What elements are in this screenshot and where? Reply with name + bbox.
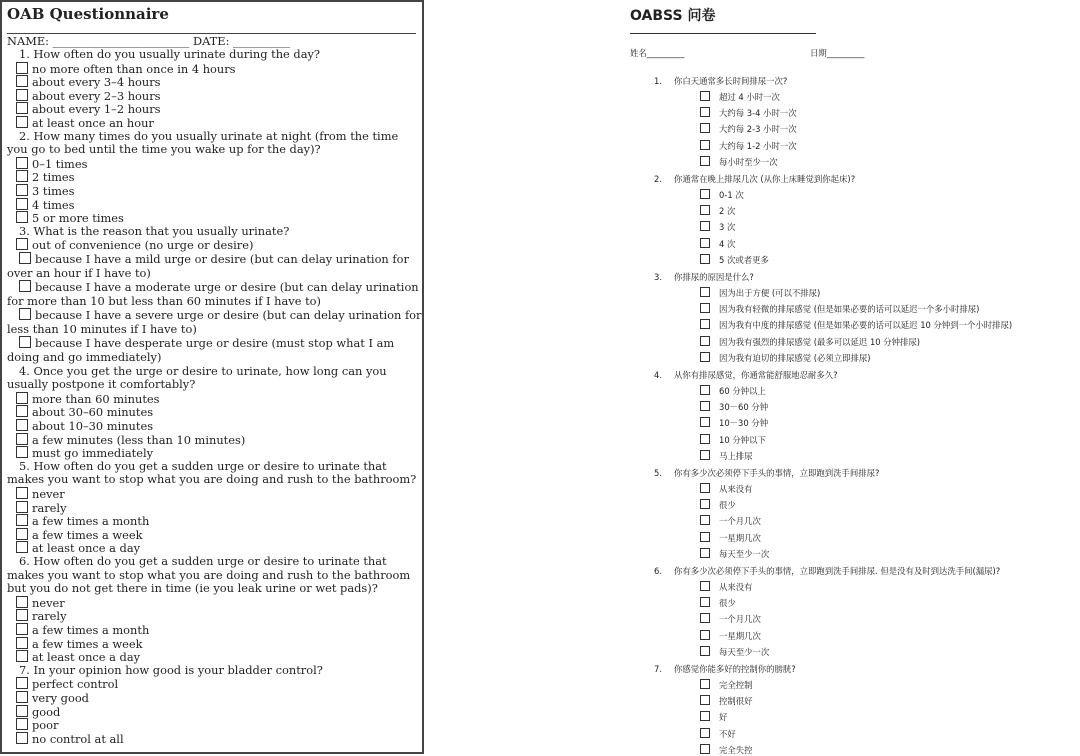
option-label: 4 times [32,197,75,212]
title-underline [630,33,816,34]
answer-option [2,541,422,555]
checkbox[interactable] [700,319,710,329]
option-label: 10 分钟以下 [719,434,766,445]
checkbox[interactable] [700,613,710,623]
checkbox[interactable] [16,157,28,169]
checkbox[interactable] [16,238,28,250]
question-text [654,75,787,87]
answer-option [700,352,871,364]
option-label: 大约每 3-4 小时一次 [719,108,797,119]
question-text [654,663,796,675]
question-text: 4. Once you get the urge or desire to urinate, how long can you usually postpone it comfortably? [7,363,387,392]
option-label: because I have desperate urge or desire (must stop what I am doing and go immediately) [7,336,395,365]
checkbox[interactable] [700,221,710,231]
name-field-label: 姓名_________ [630,48,685,58]
question-text: 3. What is the reason that you usually urinate? [19,223,290,238]
answer-option [2,650,422,664]
option-label: at least once a day [32,650,141,665]
question-text [654,565,1000,577]
answer-option [2,501,422,515]
option-label: very good [32,690,89,705]
answer-option [2,116,422,130]
answer-option [2,419,422,433]
option-label: about 30–60 minutes [32,405,154,420]
answer-option [2,157,422,171]
answer-option [700,287,820,299]
answer-option [2,280,422,308]
checkbox[interactable] [700,156,710,166]
answer-option [2,487,422,501]
checkbox[interactable] [700,91,710,101]
answer-option [2,732,422,746]
chinese-questionnaire-page [620,0,1080,754]
checkbox[interactable] [700,107,710,117]
checkbox[interactable] [700,254,710,264]
answer-option [700,499,736,511]
checkbox[interactable] [16,732,28,744]
question-text [654,173,855,185]
checkbox[interactable] [700,581,710,591]
option-label: at least once an hour [32,115,154,130]
answer-option [700,385,766,397]
checkbox[interactable] [700,238,710,248]
option-label: about every 3–4 hours [32,75,161,90]
question-number: 4. [654,370,662,380]
checkbox[interactable] [700,401,710,411]
answer-option [700,123,797,135]
checkbox[interactable] [700,140,710,150]
option-label: 一个月几次 [719,614,761,625]
question-number: 5. [654,468,662,478]
question-number: 3. [654,272,662,282]
checkbox[interactable] [16,718,28,730]
option-label: 不好 [719,728,736,739]
answer-option [700,434,766,446]
answer-option [700,597,736,609]
option-label: poor [32,718,59,733]
checkbox[interactable] [700,597,710,607]
question-number: 2. [654,174,662,184]
answer-option [700,156,778,168]
question-text [654,271,754,283]
checkbox[interactable] [16,501,28,513]
checkbox[interactable] [16,89,28,101]
checkbox[interactable] [700,630,710,640]
answer-option [700,401,768,413]
option-label: 每天至少一次 [719,646,770,657]
checkbox[interactable] [700,287,710,297]
checkbox[interactable] [700,205,710,215]
option-label: 2 次 [719,206,736,217]
checkbox[interactable] [16,198,28,210]
option-label: never [32,487,65,501]
checkbox[interactable] [16,650,28,662]
answer-option [700,695,753,707]
answer-option [2,637,422,651]
checkbox[interactable] [700,434,710,444]
checkbox[interactable] [700,352,710,362]
option-label: about 10–30 minutes [32,419,154,434]
option-label: a few times a week [32,527,143,542]
checkbox[interactable] [16,392,28,404]
option-label: 3 times [32,183,75,198]
answer-option [700,238,735,250]
checkbox[interactable] [16,433,28,445]
answer-option [700,679,753,691]
option-label: 因为出于方便 (可以不排尿) [719,288,821,298]
checkbox[interactable] [700,515,710,525]
answer-option [700,303,979,315]
option-label: because I have a moderate urge or desire (but can delay urination for more than 10 but less than 60 minutes if I have to) [7,280,419,308]
option-label: rarely [32,500,67,515]
checkbox[interactable] [16,62,28,74]
answer-option [700,711,727,723]
answer-option [2,308,422,336]
answer-option [2,62,422,76]
answer-option [2,102,422,116]
option-label: 从来没有 [719,484,753,494]
answer-option [2,446,422,460]
answer-option [700,548,769,560]
answer-option [2,170,422,184]
question-label: 从你有排尿感觉，你通常能舒服地忍耐多久? [674,370,838,380]
checkbox[interactable] [16,487,28,499]
checkbox[interactable] [16,609,28,621]
checkbox[interactable] [700,646,710,656]
checkbox[interactable] [700,303,710,313]
option-label: a few times a month [32,622,150,637]
answer-option [700,91,780,103]
option-label: 大约每 2-3 小时一次 [719,124,797,135]
checkbox[interactable] [16,446,28,458]
questions-list [2,48,422,745]
answer-option [700,728,736,740]
option-label: a few times a week [32,636,143,651]
question-text: 2. How many times do you usually urinate at night (from the time you go to bed until the time you wake up for the day)? [7,128,399,157]
option-label: 0–1 times [32,156,88,171]
option-label: 马上排尿 [719,450,753,461]
answer-option [700,532,761,544]
answer-option [2,609,422,623]
checkbox[interactable] [19,336,31,348]
option-label: 2 times [32,170,75,185]
option-label: must go immediately [32,446,154,461]
answer-option [2,718,422,732]
checkbox[interactable] [19,280,31,292]
option-label: 因为我有强烈的排尿感觉 (最多可以延迟 10 分钟排尿) [719,336,921,347]
option-label: never [32,595,65,610]
option-label: 因为我有中度的排尿感觉 (但是如果必要的话可以延迟 10 分钟到一个小时排尿) [719,320,1013,331]
checkbox[interactable] [700,417,710,427]
option-label: perfect control [32,677,119,692]
option-label: 每天至少一次 [719,548,770,559]
checkbox[interactable] [700,695,710,705]
checkbox[interactable] [16,184,28,196]
option-label: about every 1–2 hours [32,102,161,117]
page-title: OABSS 问卷 [630,8,716,24]
answer-option [700,221,735,233]
checkbox[interactable] [700,711,710,721]
checkbox[interactable] [700,679,710,689]
option-label: 控制很好 [719,696,753,707]
answer-option [700,205,735,217]
option-label: 因为我有迫切的排尿感觉 (必须立即排尿) [719,352,871,363]
option-label: 0-1 次 [719,190,744,200]
option-label: 4 次 [719,238,736,249]
question-label: 你感觉你能多好的控制你的膀胱? [674,664,796,674]
option-label: because I have a mild urge or desire (but can delay urination for over an hour if I have to) [7,251,409,280]
option-label: 很少 [719,500,736,511]
checkbox[interactable] [700,728,710,738]
answer-option [2,596,422,610]
option-label: at least once a day [32,541,141,556]
question-label: 你排尿的原因是什么? [674,272,754,282]
option-label: 完全失控 [719,744,753,755]
option-label: because I have a severe urge or desire (but can delay urination for less than 10 minutes if I have to) [7,308,422,336]
checkbox[interactable] [19,308,31,320]
option-label: 完全控制 [719,680,753,690]
checkbox[interactable] [16,405,28,417]
answer-option [700,646,769,658]
checkbox[interactable] [16,528,28,540]
option-label: 超过 4 小时一次 [719,92,780,102]
checkbox[interactable] [16,419,28,431]
answer-option [2,528,422,542]
date-field-label: 日期_________ [810,48,865,58]
english-questionnaire-page [0,0,424,754]
question-number: 6. [654,566,662,576]
checkbox[interactable] [16,623,28,635]
option-label: out of convenience (no urge or desire) [32,238,254,253]
answer-option [700,613,761,625]
answer-option [700,319,1012,331]
answer-option [2,623,422,637]
answer-option [2,705,422,719]
answer-option [2,75,422,89]
option-label: no control at all [32,731,124,746]
checkbox[interactable] [700,548,710,558]
answer-option [700,450,753,462]
answer-option [700,581,753,593]
question-number: 7. [654,664,662,674]
checkbox[interactable] [16,691,28,703]
answer-option [700,417,768,429]
answer-option [700,107,797,119]
answer-option [2,336,422,364]
answer-option [700,483,753,495]
checkbox[interactable] [16,596,28,608]
checkbox[interactable] [16,541,28,553]
answer-option [700,254,769,266]
option-label: 10－30 分钟 [719,418,769,429]
question-text: 6. How often do you get a sudden urge or desire to urinate that makes you want to stop what you are doing and rush to the bathroom but you do not get there in time (ie you leak urine or wet pads)? [7,553,411,596]
answer-option [2,211,422,225]
option-label: 从来没有 [719,582,753,592]
option-label: 因为我有轻微的排尿感觉 (但是如果必要的话可以延迟一个多小时排尿) [719,304,980,315]
question-label: 你有多少次必须停下手头的事情，立即跑到洗手间排尿. 但是没有及时到达洗手间(漏尿)? [674,566,1001,576]
question-text: 5. How often do you get a sudden urge or desire to urinate that makes you want to stop what you are doing and rush to the bathroom? [7,458,417,487]
answer-option [2,392,422,406]
checkbox[interactable] [16,677,28,689]
option-label: no more often than once in 4 hours [32,61,236,76]
checkbox[interactable] [16,116,28,128]
answer-option [700,515,761,527]
checkbox[interactable] [16,102,28,114]
checkbox[interactable] [19,252,31,264]
option-label: 5 or more times [32,211,124,226]
question-number: 1. [654,76,662,86]
option-label: 一星期几次 [719,630,761,641]
question-text [654,467,879,479]
name-date-line: NAME: ________________________ DATE: __________ [7,33,416,48]
checkbox[interactable] [16,75,28,87]
option-label: 30－60 分钟 [719,402,769,413]
checkbox[interactable] [700,336,710,346]
option-label: 好 [719,712,728,723]
answer-option [2,405,422,419]
option-label: 很少 [719,598,736,609]
option-label: a few times a month [32,514,150,529]
question-text: 1. How often do you usually urinate during the day? [19,47,321,61]
answer-option [2,184,422,198]
answer-option [700,336,920,348]
option-label: 3 次 [719,222,736,233]
answer-option [2,89,422,103]
answer-option [700,140,797,152]
checkbox[interactable] [700,450,710,460]
question-text [654,369,838,381]
checkbox[interactable] [16,637,28,649]
option-label: 一星期几次 [719,532,761,543]
option-label: about every 2–3 hours [32,88,161,103]
answer-option [2,198,422,212]
checkbox[interactable] [700,532,710,542]
question-label: 你通常在晚上排尿几次 (从你上床睡觉到你起床)? [674,174,856,184]
checkbox[interactable] [16,170,28,182]
answer-option [700,630,761,642]
checkbox[interactable] [16,705,28,717]
option-label: 一个月几次 [719,516,761,527]
answer-option [2,238,422,252]
option-label: more than 60 minutes [32,391,160,406]
checkbox[interactable] [16,211,28,223]
option-label: 60 分钟以上 [719,386,766,396]
answer-option [2,433,422,447]
answer-option [2,677,422,691]
answer-option [2,691,422,705]
checkbox[interactable] [700,123,710,133]
option-label: good [32,704,61,719]
option-label: 大约每 1-2 小时一次 [719,140,797,151]
checkbox[interactable] [700,189,710,199]
checkbox[interactable] [700,744,710,754]
answer-option [2,252,422,280]
question-text: 7. In your opinion how good is your bladder control? [19,662,323,677]
checkbox[interactable] [16,514,28,526]
option-label: rarely [32,609,67,624]
answer-option [2,514,422,528]
checkbox[interactable] [700,385,710,395]
answer-option [700,189,744,201]
checkbox[interactable] [700,499,710,509]
option-label: 每小时至少一次 [719,156,778,167]
page-title: OAB Questionnaire [7,5,169,23]
option-label: 5 次或者更多 [719,254,769,265]
option-label: a few minutes (less than 10 minutes) [32,432,246,447]
question-label: 你白天通常多长时间排尿一次? [674,76,788,86]
question-label: 你有多少次必须停下手头的事情，立即跑到洗手间排尿? [674,468,880,478]
checkbox[interactable] [700,483,710,493]
